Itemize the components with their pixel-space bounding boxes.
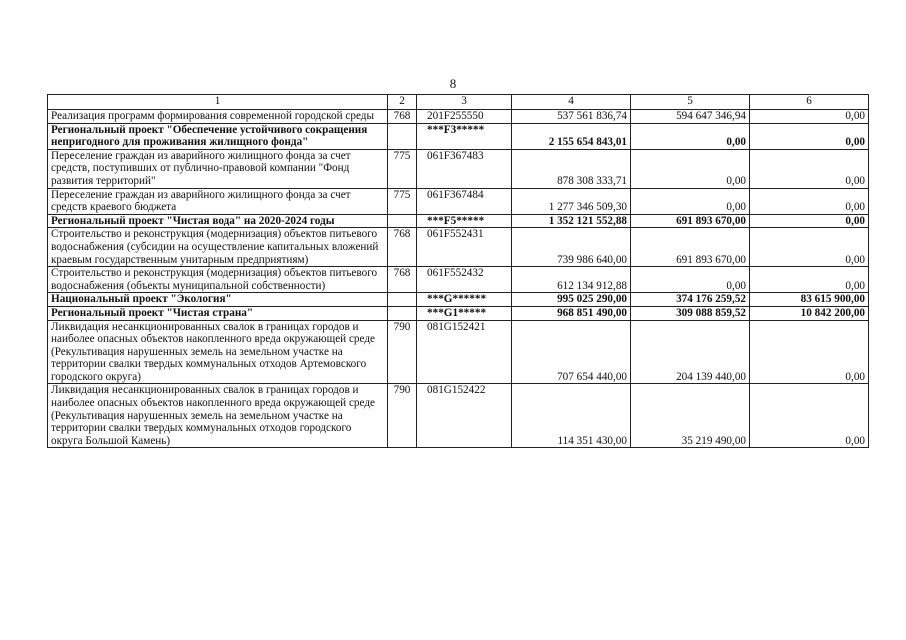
budget-code: 081G152421 (417, 320, 512, 384)
amount-col-5: 691 893 670,00 (631, 214, 750, 228)
table-row (48, 320, 869, 384)
amount-col-4: 612 134 912,88 (512, 267, 631, 293)
amount-col-6: 0,00 (750, 228, 869, 267)
row-description: Ликвидация несанкционированных свалок в границах городов и наиболее опасных объектов накопленного вреда окружающей среде (Рекультивация нарушенных земель на земельном участке на территории свалки твердых коммунальных отходов городского округа Большой Камень) (48, 384, 388, 448)
column-header: 2 (388, 95, 417, 110)
table-row (48, 228, 869, 267)
amount-col-6: 0,00 (750, 188, 869, 214)
amount-col-4: 114 351 430,00 (512, 384, 631, 448)
amount-col-4: 537 561 836,74 (512, 110, 631, 124)
column-header: 5 (631, 95, 750, 110)
column-header: 4 (512, 95, 631, 110)
amount-col-5: 0,00 (631, 267, 750, 293)
row-description: Региональный проект "Чистая страна" (48, 306, 388, 320)
row-description: Реализация программ формирования современной городской среды (48, 110, 388, 124)
amount-col-5: 0,00 (631, 149, 750, 188)
table-row (48, 149, 869, 188)
amount-col-4: 1 352 121 552,88 (512, 214, 631, 228)
amount-col-6: 0,00 (750, 384, 869, 448)
amount-col-4: 878 308 333,71 (512, 149, 631, 188)
amount-col-4: 995 025 290,00 (512, 293, 631, 307)
ministry-code: 790 (388, 320, 417, 384)
row-description: Региональный проект "Обеспечение устойчивого сокращения непригодного для проживания жилищного фонда" (48, 123, 388, 149)
amount-col-4: 707 654 440,00 (512, 320, 631, 384)
amount-col-5: 309 088 859,52 (631, 306, 750, 320)
column-header: 3 (417, 95, 512, 110)
table-row (48, 188, 869, 214)
ministry-code: 775 (388, 149, 417, 188)
ministry-code: 768 (388, 110, 417, 124)
budget-code: 061F552432 (417, 267, 512, 293)
row-description: Ликвидация несанкционированных свалок в границах городов и наиболее опасных объектов накопленного вреда окружающей среде (Рекультивация нарушенных земель на земельном участке на территории свалки твердых коммунальных отходов Артемовского городского округа) (48, 320, 388, 384)
amount-col-6: 0,00 (750, 267, 869, 293)
amount-col-6: 0,00 (750, 149, 869, 188)
amount-col-4: 1 277 346 509,30 (512, 188, 631, 214)
budget-code: 061F367484 (417, 188, 512, 214)
amount-col-4: 739 986 640,00 (512, 228, 631, 267)
budget-code: 061F367483 (417, 149, 512, 188)
table-row (48, 306, 869, 320)
amount-col-5: 204 139 440,00 (631, 320, 750, 384)
row-description: Строительство и реконструкция (модернизация) объектов питьевого водоснабжения (объекты муниципальной собственности) (48, 267, 388, 293)
table-row (48, 293, 869, 307)
amount-col-6: 83 615 900,00 (750, 293, 869, 307)
amount-col-5: 374 176 259,52 (631, 293, 750, 307)
table-row (48, 123, 869, 149)
page-number: 8 (449, 76, 457, 91)
row-description: Национальный проект "Экология" (48, 293, 388, 307)
amount-col-6: 0,00 (750, 123, 869, 149)
table-row (48, 110, 869, 124)
table-row (48, 384, 869, 448)
row-description: Строительство и реконструкция (модернизация) объектов питьевого водоснабжения (субсидии на осуществление капитальных вложений краевым государственным унитарным предприятиям) (48, 228, 388, 267)
budget-code: 061F552431 (417, 228, 512, 267)
ministry-code: 768 (388, 228, 417, 267)
row-description: Переселение граждан из аварийного жилищного фонда за счет средств краевого бюджета (48, 188, 388, 214)
amount-col-6: 0,00 (750, 214, 869, 228)
ministry-code: 768 (388, 267, 417, 293)
ministry-code: 790 (388, 384, 417, 448)
budget-code: ***G****** (417, 293, 512, 307)
ministry-code (388, 214, 417, 228)
amount-col-6: 10 842 200,00 (750, 306, 869, 320)
column-header: 6 (750, 95, 869, 110)
budget-code: ***F3***** (417, 123, 512, 149)
table-row (48, 267, 869, 293)
amount-col-5: 594 647 346,94 (631, 110, 750, 124)
amount-col-5: 0,00 (631, 123, 750, 149)
row-description: Региональный проект "Чистая вода" на 2020-2024 годы (48, 214, 388, 228)
amount-col-5: 691 893 670,00 (631, 228, 750, 267)
ministry-code (388, 306, 417, 320)
ministry-code: 775 (388, 188, 417, 214)
row-description: Переселение граждан из аварийного жилищного фонда за счет средств, поступивших от публично-правовой компании "Фонд развития территорий" (48, 149, 388, 188)
amount-col-6: 0,00 (750, 320, 869, 384)
table-header-row (48, 95, 869, 110)
budget-code: ***G1***** (417, 306, 512, 320)
budget-code: ***F5***** (417, 214, 512, 228)
ministry-code (388, 123, 417, 149)
budget-code: 201F255550 (417, 110, 512, 124)
amount-col-6: 0,00 (750, 110, 869, 124)
amount-col-4: 2 155 654 843,01 (512, 123, 631, 149)
budget-table (47, 94, 869, 448)
ministry-code (388, 293, 417, 307)
amount-col-4: 968 851 490,00 (512, 306, 631, 320)
amount-col-5: 35 219 490,00 (631, 384, 750, 448)
budget-code: 081G152422 (417, 384, 512, 448)
column-header: 1 (48, 95, 388, 110)
amount-col-5: 0,00 (631, 188, 750, 214)
table-row (48, 214, 869, 228)
